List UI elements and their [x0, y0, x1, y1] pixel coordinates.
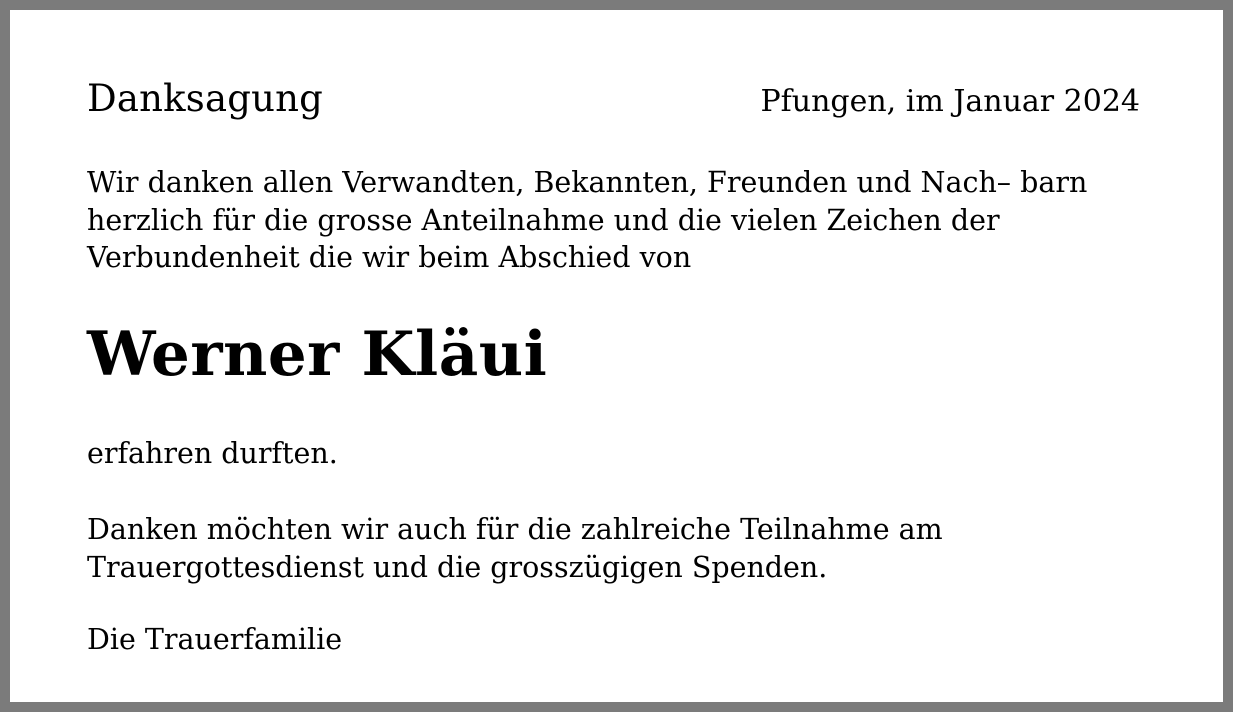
intro-paragraph: Wir danken allen Verwandten, Bekannten, Freunden und Nach– barn herzlich für die grosse Anteilnahme und die vielen Zeichen der Verbundenheit die wir beim Abschied von	[87, 165, 1088, 275]
after-name-line: erfahren durften.	[87, 437, 338, 471]
signature-line: Die Trauerfamilie	[87, 623, 343, 657]
thanks-paragraph: Danken möchten wir auch für die zahlreiche Teilnahme am Trauergottesdienst und die grosszügigen Spenden.	[87, 513, 943, 585]
obituary-content	[13, 13, 1220, 699]
notice-header	[87, 79, 1146, 120]
place-and-date: Pfungen, im Januar 2024	[760, 84, 1140, 119]
deceased-name: Werner Kläui	[87, 319, 548, 391]
obituary-inner-border	[10, 10, 1223, 702]
page-title: Danksagung	[87, 77, 324, 120]
